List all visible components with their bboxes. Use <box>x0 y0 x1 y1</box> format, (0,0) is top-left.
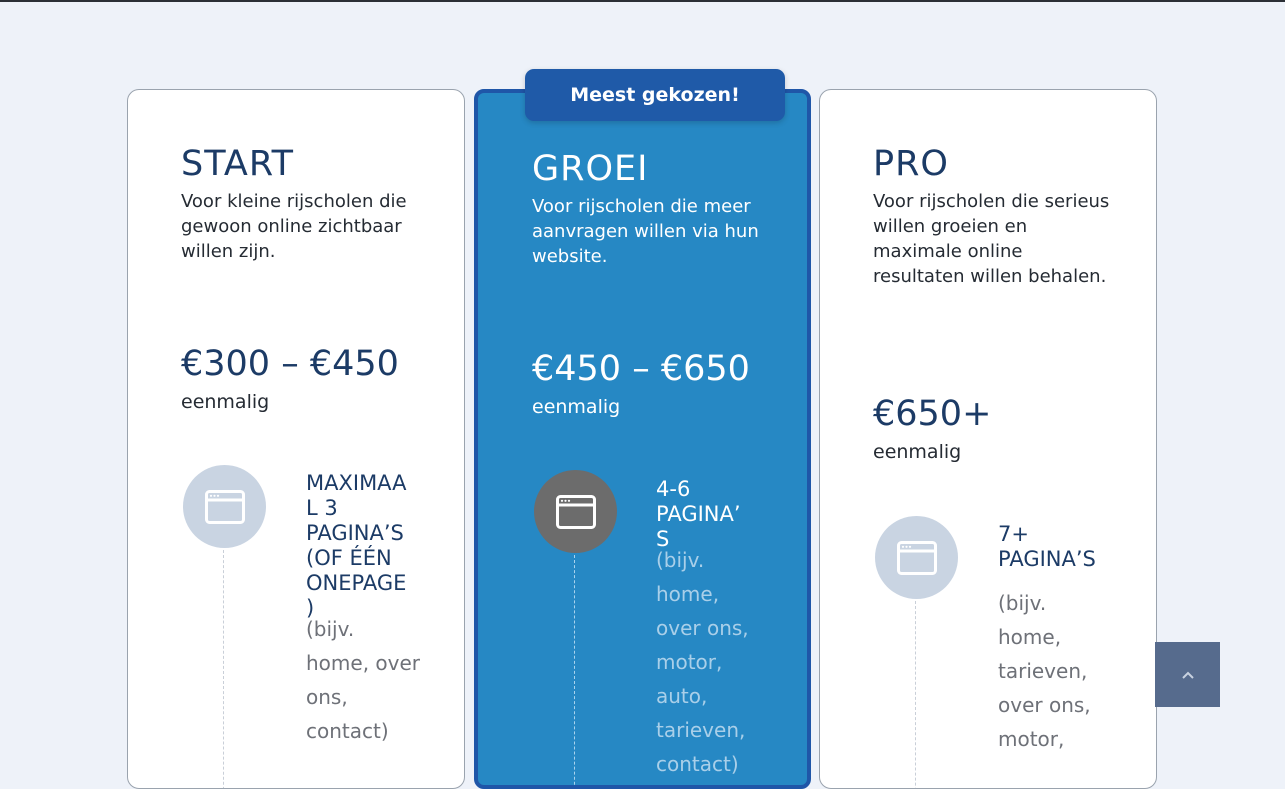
feature-description: (bijv. home, tarieven, over ons, motor, <box>998 591 1091 751</box>
plan-price-unit: eenmalig <box>873 441 962 463</box>
plan-title: START <box>181 144 294 184</box>
timeline-connector <box>574 555 575 789</box>
timeline-connector <box>915 601 916 789</box>
plan-title: PRO <box>873 144 949 184</box>
browser-window-icon <box>875 516 958 599</box>
plan-card-start <box>127 89 465 789</box>
feature-title: MAXIMAAL 3 PAGINA’S (OF ÉÉN ONEPAGE) <box>306 471 407 620</box>
top-border <box>0 0 1285 2</box>
feature-description: (bijv. home, over ons, contact) <box>306 617 421 743</box>
plan-title: GROEI <box>532 149 649 189</box>
feature-title: 7+ PAGINA’S <box>998 522 1096 571</box>
feature-description: (bijv. home, over ons, motor, auto, tarieven, contact) <box>656 548 749 776</box>
plan-description: Voor rijscholen die serieus willen groeien en maximale online resultaten willen behalen. <box>873 191 1110 287</box>
plan-price: €450 – €650 <box>532 349 750 389</box>
plan-price-unit: eenmalig <box>532 396 621 418</box>
feature-title-text: 4-6 PAGINA’S <box>656 477 741 551</box>
plan-price-unit: eenmalig <box>181 391 270 413</box>
browser-window-icon <box>534 470 617 553</box>
chevron-up-icon <box>1181 665 1195 684</box>
browser-window-icon <box>183 465 266 548</box>
plan-price: €650+ <box>873 394 992 434</box>
plan-price: €300 – €450 <box>181 344 399 384</box>
plan-card-pro <box>819 89 1157 789</box>
feature-title <box>656 477 753 552</box>
plan-description: Voor kleine rijscholen die gewoon online zichtbaar willen zijn. <box>181 191 407 262</box>
plan-description: Voor rijscholen die meer aanvragen willen via hun website. <box>532 196 759 267</box>
plan-card-groei <box>474 89 811 789</box>
scroll-to-top-button[interactable] <box>1155 642 1220 707</box>
timeline-connector <box>223 550 224 789</box>
most-chosen-badge: Meest gekozen! <box>525 69 785 121</box>
